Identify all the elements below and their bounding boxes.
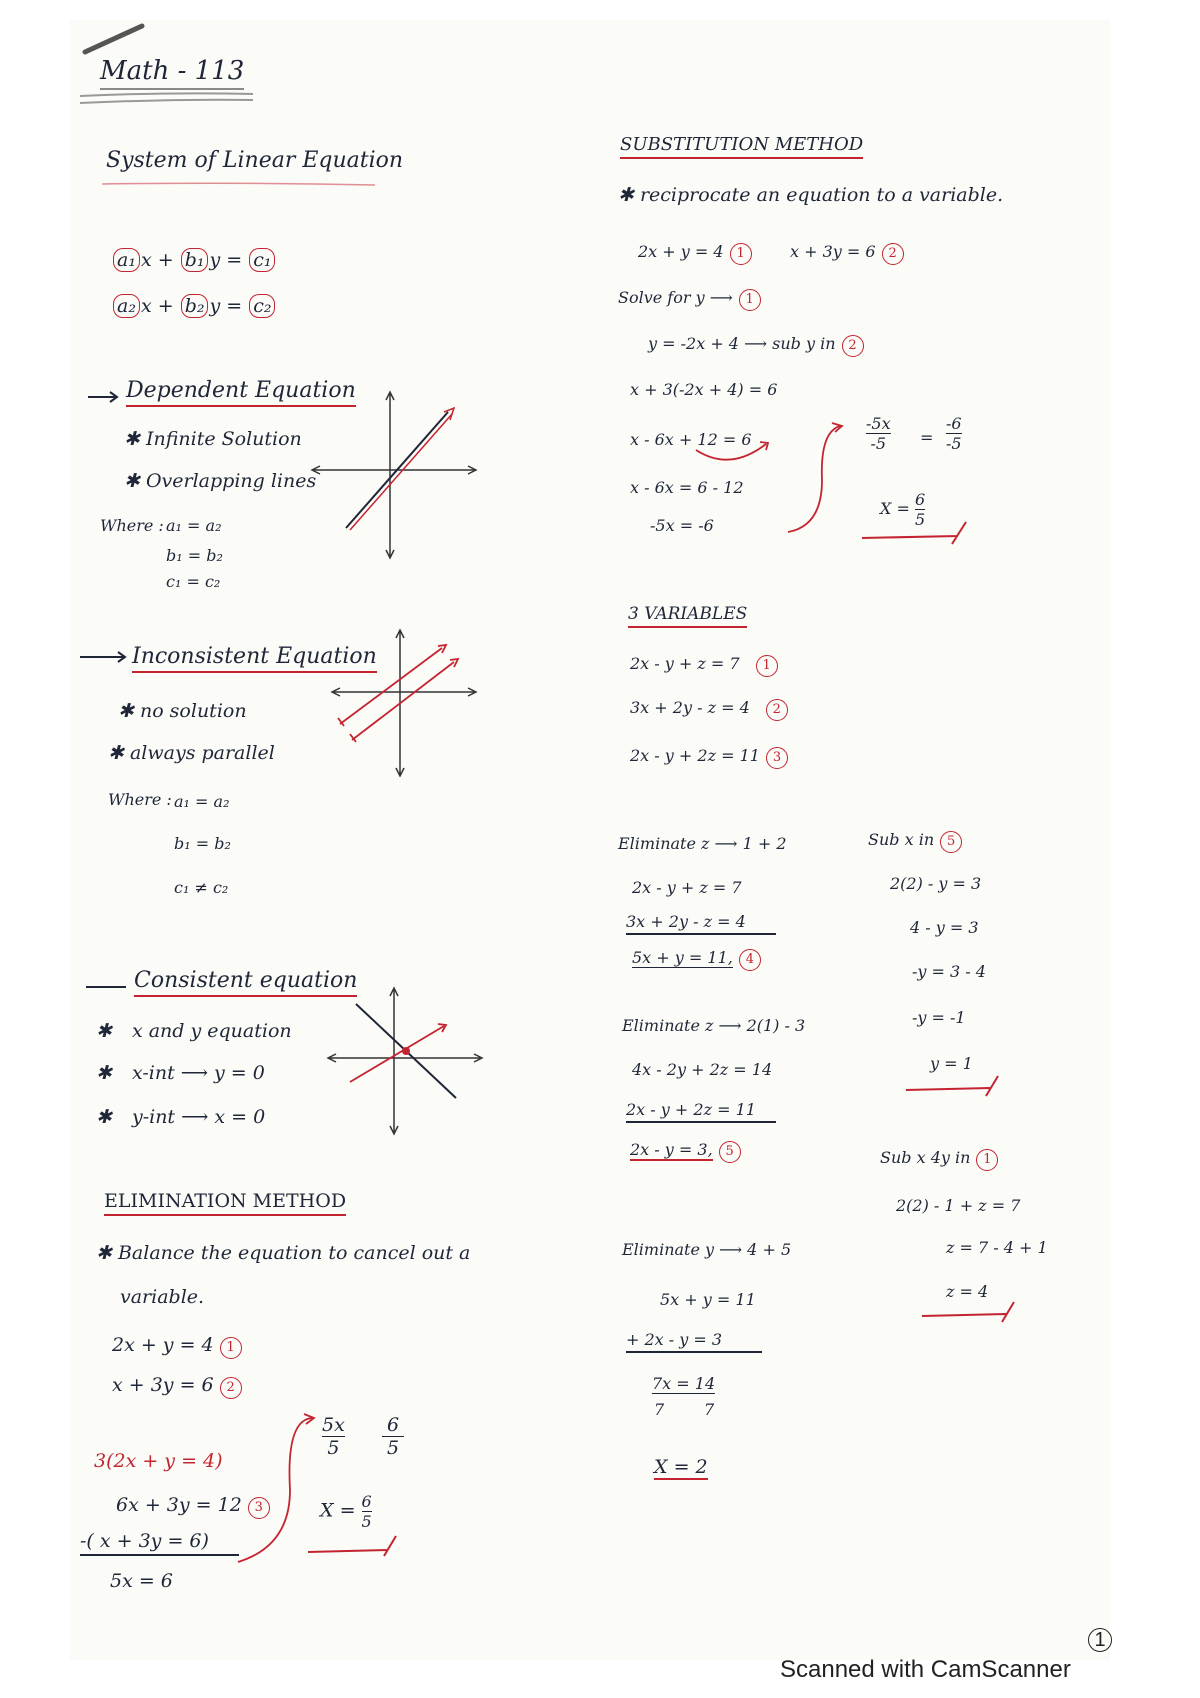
elim3-label: Eliminate y ⟶ 4 + 5 <box>622 1240 792 1259</box>
matrix-row-1: a₁ x + b₁ y = c₁ <box>112 248 276 272</box>
arrow-icon <box>84 980 132 994</box>
subx-5: y = 1 <box>930 1054 973 1073</box>
inconsistent-cond-2: b₁ = b₂ <box>174 834 231 853</box>
elim2-a: 4x - 2y + 2z = 14 <box>632 1060 773 1079</box>
substitution-y-line: y = -2x + 4 ⟶ sub y in 2 <box>648 334 864 357</box>
page-number: 1 <box>1088 1628 1112 1652</box>
three-vars-eq-3: 2x - y + 2z = 11 3 <box>630 746 788 769</box>
elim1-res: 5x + y = 11, 4 <box>632 948 761 971</box>
consistent-bullet-3: ✱ y-int ⟶ x = 0 <box>96 1106 266 1128</box>
inconsistent-graph <box>330 628 480 778</box>
elim2-res: 2x - y = 3, 5 <box>630 1140 741 1163</box>
camscanner-watermark: Scanned with CamScanner <box>780 1656 1071 1683</box>
dependent-bullet-1: ✱ Infinite Solution <box>124 428 302 450</box>
substitution-eq-1: 2x + y = 4 1 <box>638 242 752 265</box>
dependent-heading: Dependent Equation <box>126 378 356 407</box>
elimination-frac: 6 5 <box>382 1414 404 1459</box>
subx-4: -y = -1 <box>912 1008 966 1027</box>
substitution-cancel-arrow <box>690 430 780 470</box>
subx-2: 4 - y = 3 <box>910 918 979 937</box>
elimination-heading: ELIMINATION METHOD <box>104 1190 346 1216</box>
subx-underline <box>904 1070 1004 1098</box>
elim3-den-right: 7 <box>704 1400 715 1419</box>
consistent-heading: Consistent equation <box>134 968 357 997</box>
inconsistent-cond-3: c₁ ≠ c₂ <box>174 878 229 897</box>
elim3-den-left: 7 <box>654 1400 665 1419</box>
substitution-sub-line: x + 3(-2x + 4) = 6 <box>630 380 778 399</box>
substitution-eq-2: x + 3y = 6 2 <box>790 242 904 265</box>
inconsistent-cond-1: a₁ = a₂ <box>174 792 230 811</box>
dependent-cond-2: b₁ = b₂ <box>166 546 223 565</box>
dependent-bullet-2: ✱ Overlapping lines <box>124 470 317 492</box>
dependent-cond-3: c₁ = c₂ <box>166 572 221 591</box>
elimination-step-1: 3(2x + y = 4) <box>94 1450 223 1472</box>
inconsistent-bullet-2: ✱ always parallel <box>108 742 275 764</box>
elim3-final: X = 2 <box>654 1456 708 1478</box>
subx-label: Sub x in 5 <box>868 830 962 853</box>
elim3-res: 7x = 14 <box>652 1374 716 1393</box>
substitution-result: X = $\frac{6}{5}$ <box>880 490 926 529</box>
elimination-side-frac: 5x 5 <box>322 1414 345 1459</box>
elimination-step-4: 5x = 6 <box>110 1570 173 1592</box>
substitution-heading: SUBSTITUTION METHOD <box>620 134 863 159</box>
elim3-b: + 2x - y = 3 <box>626 1330 762 1353</box>
subxy-1: 2(2) - 1 + z = 7 <box>896 1196 1021 1215</box>
substitution-exp-3: -5x = -6 <box>650 516 714 535</box>
dependent-where: Where : <box>100 516 164 535</box>
elim3-a: 5x + y = 11 <box>660 1290 756 1309</box>
substitution-equals: = <box>920 428 934 447</box>
dependent-cond-1: a₁ = a₂ <box>166 516 222 535</box>
dependent-graph <box>310 390 480 560</box>
substitution-result-underline <box>860 514 980 546</box>
elimination-desc-1: ✱ Balance the equation to cancel out a <box>96 1242 471 1264</box>
arrow-icon <box>78 650 130 664</box>
elimination-eq-1: 2x + y = 4 1 <box>112 1334 242 1359</box>
elimination-step-2: 6x + 3y = 12 3 <box>116 1494 270 1519</box>
substitution-side-frac-right: -6 -5 <box>946 414 962 453</box>
subx-1: 2(2) - y = 3 <box>890 874 982 893</box>
elim1-b: 3x + 2y - z = 4 <box>626 912 776 935</box>
inconsistent-heading: Inconsistent Equation <box>132 644 377 673</box>
subx-3: -y = 3 - 4 <box>912 962 986 981</box>
elim2-b: 2x - y + 2z = 11 <box>626 1100 776 1123</box>
substitution-exp-2: x - 6x = 6 - 12 <box>630 478 744 497</box>
consistent-bullet-1: ✱ x and y equation <box>96 1020 292 1042</box>
subxy-label: Sub x 4y in 1 <box>880 1148 998 1171</box>
substitution-side-frac-left: -5x -5 <box>866 414 891 453</box>
elimination-step-3: -( x + 3y = 6) <box>80 1530 239 1556</box>
substitution-connector <box>780 420 850 540</box>
three-vars-eq-1: 2x - y + z = 7 1 <box>630 654 778 677</box>
subxy-underline <box>920 1296 1020 1324</box>
substitution-desc: ✱ reciprocate an equation to a variable. <box>618 184 1004 206</box>
elimination-result: X = $\frac{6}{5}$ <box>320 1492 372 1531</box>
substitution-solve: Solve for y ⟶ 1 <box>618 288 761 311</box>
elimination-desc-2: variable. <box>120 1286 205 1308</box>
elim1-label: Eliminate z ⟶ 1 + 2 <box>618 834 787 853</box>
matrix-row-2: a₂ x + b₂ y = c₂ <box>112 294 276 318</box>
course-title: Math - 113 <box>100 56 244 90</box>
system-title-underline <box>100 180 380 188</box>
inconsistent-bullet-1: ✱ no solution <box>118 700 247 722</box>
system-title: System of Linear Equation <box>106 148 404 173</box>
consistent-graph <box>326 986 486 1136</box>
elimination-result-underline <box>304 1534 404 1558</box>
substitution-exp-1: x - 6x + 12 = 6 <box>630 430 752 449</box>
elim1-a: 2x - y + z = 7 <box>632 878 742 897</box>
pencil-stroke <box>80 20 150 60</box>
elim2-label: Eliminate z ⟶ 2(1) - 3 <box>622 1016 806 1035</box>
subxy-3: z = 4 <box>946 1282 989 1301</box>
subxy-2: z = 7 - 4 + 1 <box>946 1238 1048 1257</box>
three-vars-eq-2: 3x + 2y - z = 4 2 <box>630 698 788 721</box>
inconsistent-where: Where : <box>108 790 172 809</box>
three-vars-heading: 3 VARIABLES <box>628 604 747 628</box>
consistent-bullet-2: ✱ x-int ⟶ y = 0 <box>96 1062 265 1084</box>
arrow-icon <box>86 390 122 404</box>
course-underline <box>78 90 258 110</box>
elimination-eq-2: x + 3y = 6 2 <box>112 1374 242 1399</box>
